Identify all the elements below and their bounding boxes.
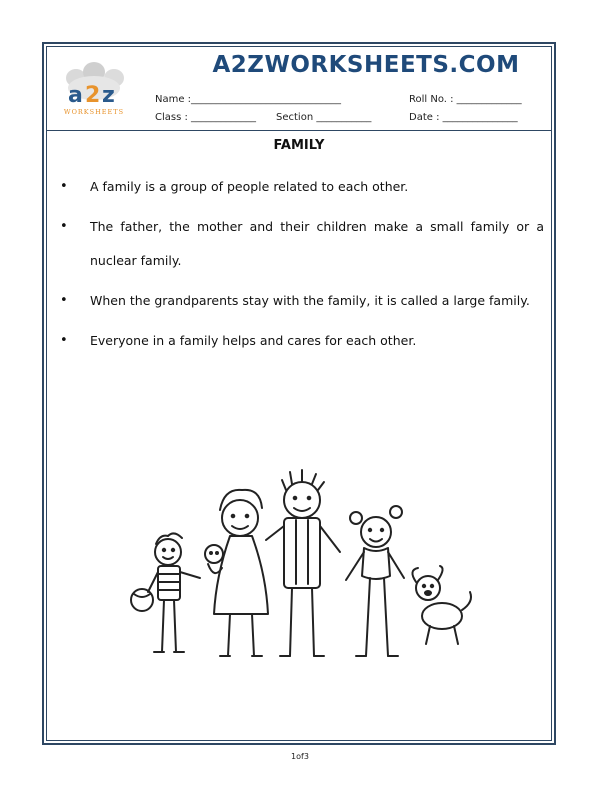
girl-figure — [346, 506, 404, 656]
page-title: FAMILY — [273, 138, 325, 153]
bullet-icon: • — [60, 179, 68, 194]
roll-number-field: Roll No. : _____________ — [409, 94, 522, 105]
svg-text:WORKSHEETS: WORKSHEETS — [63, 108, 125, 116]
bullet-text: The father, the mother and their children make a small family or a nuclear family. — [90, 219, 544, 268]
svg-text:z: z — [102, 83, 115, 108]
bullet-icon: • — [60, 333, 68, 348]
a2z-logo — [58, 58, 130, 120]
name-field: Name :______________________________ — [155, 94, 342, 105]
svg-text:a: a — [68, 83, 83, 108]
class-field: Class : _____________ — [155, 112, 257, 123]
list-item — [58, 284, 544, 318]
bullet-text: A family is a group of people related to each other. — [90, 179, 409, 194]
site-title: A2ZWORKSHEETS.COM — [212, 52, 520, 78]
dog-figure — [412, 566, 471, 644]
list-item — [58, 210, 544, 278]
date-field: Date : _______________ — [409, 112, 518, 123]
section-field: Section ___________ — [276, 112, 372, 123]
bullet-text: When the grandparents stay with the family, it is called a large family. — [90, 293, 530, 308]
list-item — [58, 324, 544, 358]
page-number: 1of3 — [291, 752, 309, 761]
bullet-icon: • — [60, 293, 68, 308]
father-figure — [266, 470, 340, 656]
family-drawing — [120, 460, 480, 670]
fact-list — [58, 170, 544, 358]
boy-figure — [131, 533, 200, 652]
list-item — [58, 170, 544, 204]
bullet-icon: • — [60, 219, 68, 234]
worksheet-header — [46, 46, 552, 131]
bullet-text: Everyone in a family helps and cares for each other. — [90, 333, 417, 348]
mother-figure — [205, 490, 268, 656]
svg-text:2: 2 — [85, 83, 101, 108]
